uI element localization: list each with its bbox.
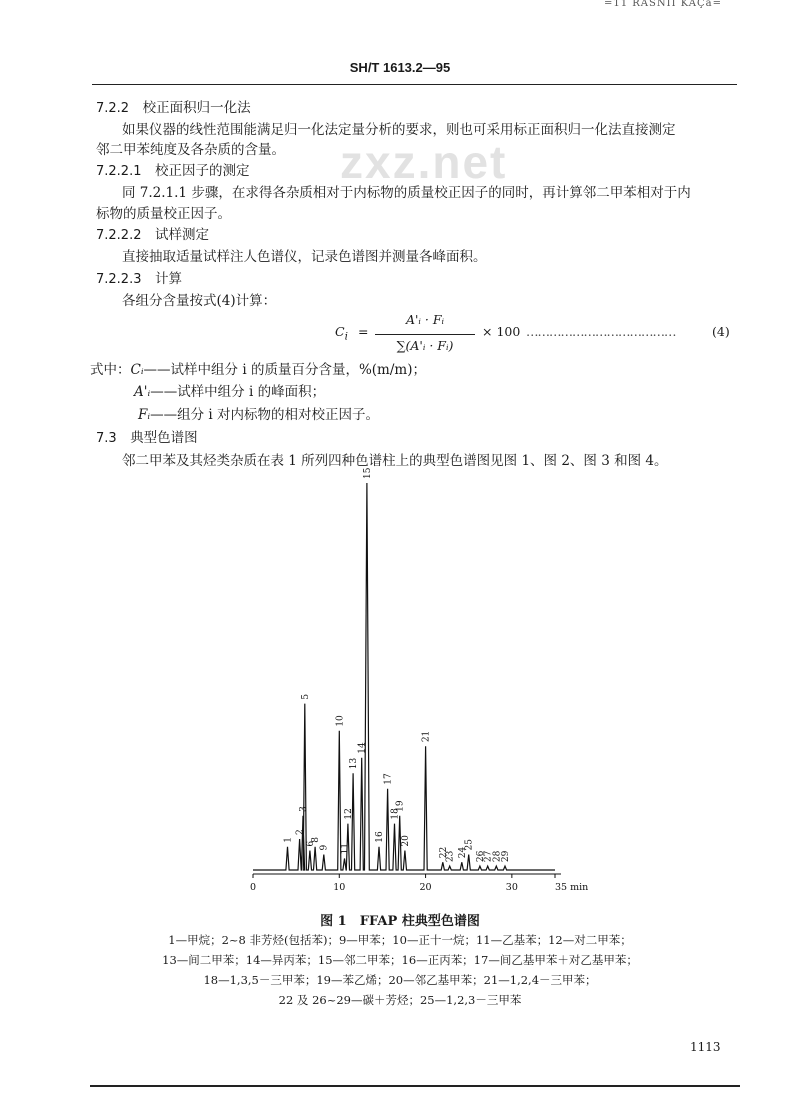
- section-number: 7.2.2: [96, 101, 130, 116]
- peak-label: 27: [483, 850, 494, 863]
- peak-label: 20: [400, 835, 411, 847]
- paragraph-line: 同 7.2.1.1 步骤，在求得各杂质相对于内标物的质量校正因子的同时，再计算邻二甲苯相对于内: [122, 185, 691, 201]
- footer-rule: [90, 1085, 740, 1087]
- peak-label: 6: [305, 840, 316, 847]
- peak-label: 1: [283, 837, 294, 843]
- x-tick-label: 20: [419, 882, 432, 893]
- fraction-bar: [375, 334, 475, 335]
- paragraph-line: 各组分含量按式(4)计算：: [122, 293, 277, 309]
- peak-label: 19: [395, 800, 406, 812]
- x-tick-label: 35 min: [555, 882, 589, 893]
- peak-label: 25: [464, 839, 475, 851]
- section-number: 7.2.2.2: [96, 228, 142, 243]
- section-title: 典型色谱图: [130, 430, 198, 446]
- section-number: 7.2.2.3: [96, 272, 142, 287]
- peak-label: 28: [492, 850, 503, 863]
- peak-label: 16: [374, 831, 385, 843]
- x-tick-label: 10: [333, 882, 346, 893]
- peak-label: 18: [390, 808, 401, 820]
- formula-lhs: $C_i$: [335, 324, 348, 343]
- peak-label: 13: [349, 757, 360, 770]
- x-tick-label: 0: [249, 882, 257, 893]
- header-rule: [92, 84, 737, 85]
- formula-number: (4): [712, 324, 730, 339]
- formula-numerator: A'ᵢ · Fᵢ: [405, 312, 445, 327]
- peak-label: 29: [500, 850, 511, 863]
- peak-label: 11: [340, 842, 351, 855]
- peak-label: 15: [362, 467, 373, 479]
- formula-denominator: ∑(A'ᵢ · Fᵢ): [396, 338, 454, 353]
- peak-label: 2: [295, 829, 306, 836]
- formula-leader: …………………………………: [526, 324, 676, 339]
- page-number: 1113: [690, 1040, 721, 1054]
- peak-label: 17: [383, 773, 394, 785]
- section-title: 计算: [154, 271, 182, 287]
- peak-label: 9: [319, 844, 330, 851]
- peak-label: 26: [475, 850, 486, 863]
- page-header: SH/T 1613.2—95: [349, 60, 451, 75]
- peak-label: 5: [300, 693, 311, 700]
- peak-label: 21: [421, 730, 432, 743]
- figure-legend-line: 13—间二甲苯；14—异丙苯；15—邻二甲苯；16—正丙苯；17—间乙基甲苯＋对乙基甲苯；: [162, 953, 638, 967]
- peak-label: 22: [438, 846, 449, 859]
- formula-times: × 100: [482, 324, 521, 339]
- section-title: 试样测定: [154, 227, 209, 243]
- section-number: 7.3: [96, 431, 117, 446]
- paragraph-line: 直接抽取适量试样注人色谱仪，记录色谱图并测量各峰面积。: [122, 249, 487, 265]
- where-line-1: 式中：Cᵢ——试样中组分 i 的质量百分含量，%(m/m)；: [90, 362, 426, 378]
- peak-label: 3: [299, 806, 310, 812]
- peak-label: 14: [357, 742, 368, 754]
- paragraph-line: 邻二甲苯及其烃类杂质在表 1 所列四种色谱柱上的典型色谱图见图 1、图 2、图 3 和图 4。: [122, 453, 668, 469]
- section-7-2-2-2-heading: [96, 226, 209, 245]
- section-7-2-2-heading: [96, 99, 251, 118]
- paragraph-line: 标物的质量校正因子。: [96, 206, 231, 222]
- chromatogram-figure: [245, 467, 589, 902]
- where-line-3: Fᵢ——组分 i 对内标物的相对校正因子。: [138, 407, 379, 423]
- section-7-2-2-3-heading: [96, 270, 182, 289]
- paragraph-line: 如果仪器的线性范围能满足归一化法定量分析的要求，则也可采用标正面积归一化法直接测定: [122, 122, 676, 138]
- where-line-2: A'ᵢ——试样中组分 i 的峰面积；: [134, 384, 326, 400]
- chromatogram-plot: [245, 467, 589, 898]
- x-tick-label: 30: [505, 882, 518, 893]
- figure-legend-line: 22 及 26~29—碳＋芳烃；25—1,2,3－三甲苯: [278, 993, 522, 1007]
- section-7-3-heading: [96, 429, 198, 448]
- figure-legend-line: 18—1,3,5－三甲苯；19—苯乙烯；20—邻乙基甲苯；21—1,2,4－三甲苯；: [203, 973, 597, 987]
- paragraph-line: 邻二甲苯纯度及各杂质的含量。: [96, 142, 285, 158]
- section-title: 校正因子的测定: [154, 163, 250, 179]
- section-7-2-2-1-heading: [96, 162, 249, 181]
- formula-equals: =: [358, 324, 369, 339]
- section-number: 7.2.2.1: [96, 164, 142, 179]
- peak-label: 12: [343, 808, 354, 820]
- peak-label: 24: [457, 846, 468, 859]
- watermark: zxz.net: [340, 136, 508, 188]
- figure-caption: 图 1 FFAP 柱典型色谱图: [320, 914, 480, 929]
- peak-label: 10: [335, 715, 346, 727]
- peak-label: 8: [311, 837, 322, 843]
- figure-legend-line: 1—甲烷；2~8 非芳烃(包括苯)；9—甲苯；10—正十一烷；11—乙基苯；12—对二甲苯；: [168, 933, 632, 947]
- section-title: 校正面积归一化法: [142, 100, 251, 116]
- peak-label: 23: [445, 850, 456, 863]
- corner-mark: =11 RASNII KAÇa=: [604, 0, 722, 9]
